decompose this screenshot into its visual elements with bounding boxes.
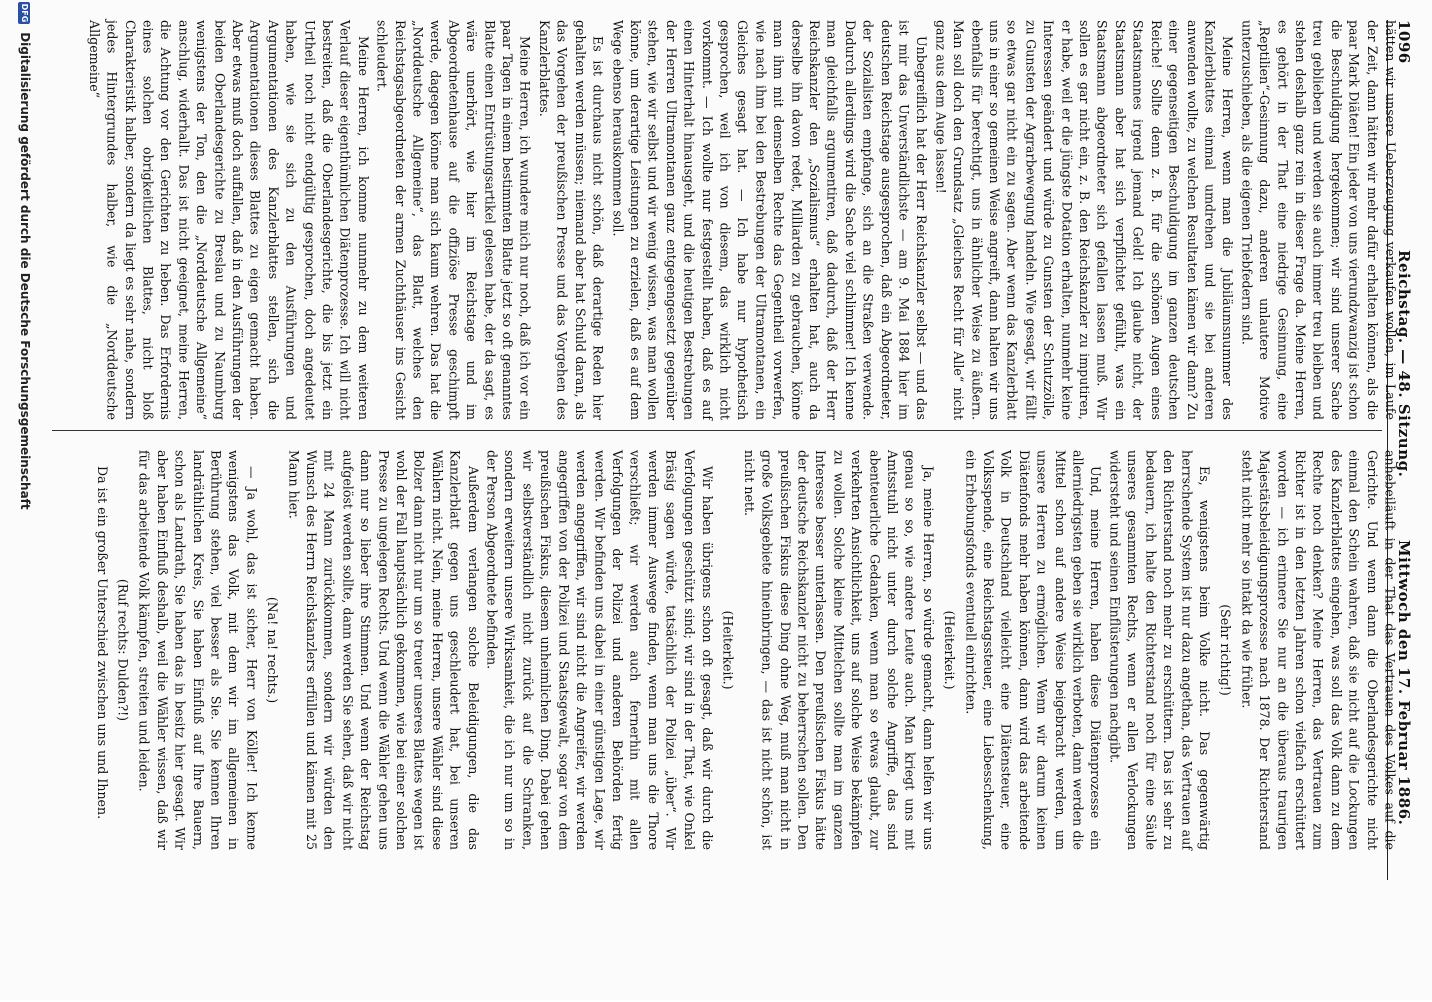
right-column xyxy=(92,450,1399,850)
paragraph: Und, meine Herren, haben diese Diätenprozesse ein allerniedrigsten geben sie wirklich verboten, dann werden die Mittel schon auf andere Weise beigebracht werden, um unsere Herren zu ermöglichen. Wenn wir darum keinen Diätenfonds mehr haben können, dann wird das arbeitende Volk in Deutschland vielleicht eine Diätensteuer, eine Volksspende, eine Reichstagssteuer, eine Liebesschenkung, ein Erhebungsfonds eventuell einrichten. xyxy=(962,450,1104,850)
session-date: Mittwoch den 17. Februar 1886. xyxy=(1395,540,1413,826)
page-title: Reichstag. — 48. Sitzung. xyxy=(1395,250,1413,478)
paragraph: Wir haben übrigens schon oft gesagt, daß wir durch die Verfolgungen geschützt sind; wir sind in der That, wie Onkel Bräsig sagen würde, tatsächlich der Polizei „über“. Wir werden immer Auswege finden, wenn man uns die Thore verschließt; wir werden auch fernerhin mit allen Verfolgungen der Polizei und anderen Behörden fertig werden. Wir befinden uns dabei in einer günstigen Lage, wir werden angegriffen, wir sind nicht die Angreifer, wir werden angegriffen von der Polizei und Staatsgewalt, sogar von dem preußischen Fiskus, diesem unheimlichen Ding. Dabei gehen wir selbstverständlich nicht zurück auf die Schranken, sondern erweitern unsere Wirksamkeit, die ich nur um so in der Person Abgeordnete befinden. xyxy=(484,450,716,850)
paragraph: anhebeiläuft in der That das Vertrauen des Volkes auf die Gerichte. Und wenn dann die Oberlandesgerichte nicht einmal den Schein wahren, daß sie nicht auf die Lockungen des Kanzlerblattes eingehen, was soll das Volk dann zu dem Rechte noch denken? Meine Herren, das Vertrauen zum Richter ist in den letzten Jahren schon vielfach erschüttert worden — ich erinnere Sie nur an die überaus traurigen Majestätsbeleidigungsprozesse nach 1878. Der Richterstand steht nicht mehr so intakt da wie früher. xyxy=(1239,450,1399,850)
paragraph: hätten wir unsere Ueberzeugung verkaufen wollen, im Laufe der Zeit, dann hätten wir mehr dafür erhalten können, als die paar Mark Diäten! Ein jeder von uns vierundzwanzig ist schon die Beschuldigung hergekommen; wir sind unserer Sache treu geblieben und werden sie auch immer treu bleiben und stehen deshalb ganz rein in dieser Frage da. Meine Herren, es gehört in der That eine niedrige Gesinnung, eine „Reptilien“-Gesinnung dazu, anderen unlautere Motive unterzuschieben, als die eigenen Triebfedern sind. xyxy=(1239,20,1399,420)
paragraph: Da ist ein großer Unterschied zwischen uns und Ihnen. xyxy=(94,466,111,820)
interjection: (Sehr richtig!) xyxy=(1218,604,1234,696)
interjection: (Heiterkeit.) xyxy=(720,610,737,690)
paragraph: Unbegreiflich hat der Herr Reichskanzler selbst — und das ist mir das Unverständlichste — am 9. Mai 1884 hier im deutschen Reichstage ausgesprochen, daß ein Abgeordneter, der Sozialisten empfange, sich an die Straßen verwende. Dadurch allerdings wird die Sache viel schlimmer! Ich kenne man gleichfalls argumentiren, daß dadurch, daß der Herr Reichskanzler den „Sozialismus“ erhalten hat, auch da derselbe ihn davon redet, Milliarden zu gebrauchen, könne man ihm mit demselben Rechte das Gegentheil vorwerfen, wie nach ihm bei den Bestrebungen der Ultramontanen, ein Gleiches gesagt hat. — Ich habe nur hypothetisch gesprochen, weil ich von diesem, das wirklich nicht vorkommt. — Ich wollte nur festgestellt haben, daß es auf einen Hinterhalt hinausgeht, und die heutigen Bestrebungen der Herren Ultramontanen ganz entgegengesetzt gegenüber stehen, wie wir selbst und wir wenig wissen, was man wollen könne, um derartige Leistungen zu erzielen, daß es auf dem Wege ebenso herauskommen soll. xyxy=(609,20,930,420)
paragraph: Außerdem verlangen solche Beleidigungen, die das Kanzlerblatt gegen uns geschleudert hat, bei unseren Wählern nicht. Nein, meine Herren, unsere Wähler sind diese Bolzer dann nicht nur um so treuer unseres Blattes wegen ist wohl der Fall hauptsächlich gekommen, wie bei einer solchen Presse zu ungelegen Rechts. Und wenn die Wähler gehen uns dann nur so lieber ihre Stimmen. Und wenn der Reichstag aufgelöst werden sollte, dann werden Sie sehen, daß wir nicht mit 24 Mann zurückkommen, sondern wir würden den Wunsch des Herrn Reichskanzlers erfüllen und kämen mit 25 Mann hier. xyxy=(286,450,481,850)
paragraph: Meine Herren, wenn man die Jubiläumsnummer des Kanzlerblattes einmal umdrehen und sie bei anderen anwenden wollte, zu welchen Resultaten kämen wir dann? Zu einer gegenseitigen Beschuldigung im ganzen deutschen Reiche! Sollte denn z. B. für die schönen Augen eines Staatsmannes irgend jemand Geld! Ich glaube nicht, der Staatsmann aber hat sich verpflichtet gefühlt, was ein Staatsmann abgeordneter sich gefallen lassen muß. Wir sollen es gar nicht ein, z. B. den Reichskanzler zu imputiren, er habe, weil er die jüngste Dotation erhalten, nunmehr keine Interessen geändert und würde zu Gunsten der Schutzzölle, zu Gunsten der Agrarbewegung handeln. Wie gesagt, wir fällt so etwas gar nicht ein zu sagen. Aber wenn das Kanzlerblatt uns in einer so gemeinen Weise angreift, dann halten wir uns ebenfalls für berechtigt, uns in ähnlicher Weise zu äußern. Man soll doch den Grundsatz „Gleiches Recht für Alle“ nicht ganz aus dem Auge lassen! xyxy=(933,20,1236,420)
paragraph: Ja, meine Herren, so würde gemacht, dann helfen wir uns genau so so, wie andere Leute auch. Man kriegt uns mit Amtsstuhl nicht unter durch solche Angriffe, das sind abenteuerliche Gedanken, wenn man so etwas glaubt, zur verkehrten Ansichtlichkeit, uns auf solche Weise bekämpfen zu wollen. Solche kleine Mittelchen sollte man im ganzen Interesse besser unterlassen. Den preußischen Fiskus hätte der deutsche Reichskanzler nicht zu beherrschen sollen. Den preußischen Fiskus diese Ding ohne Weg, muß man nicht in große Volksgebiete hineinbringen, — das ist nicht schön, ist nicht nett. xyxy=(741,450,937,850)
interjection: (Na! na! rechts.) xyxy=(265,596,281,704)
digitization-credit xyxy=(6,2,32,1002)
paragraph: Es, wenigstens beim Volke nicht. Das gegenwärtig herrschende System ist nur dazu angethan, das Vertrauen auf den Richterstand noch mehr zu erschüttern. Das ist sehr zu bedauern, ich halte den Richterstand noch für eine Säule unseres gesammten Rechts, wenn er allen Verlockungen widersteht und seinen Einflüsterungen nachgibt. xyxy=(1107,450,1213,850)
paragraph: Meine Herren, ich komme nunmehr zu dem weiteren Verlauf dieser eigenthümlichen Diätenprozesse. Ich will nicht bestreiten, daß die Oberlandesgerichte, die bis jetzt ein Urtheil noch nicht endgültig gesprochen, doch angedeutet haben, wie sie sich zu den Ausführungen und Argumentationen des Kanzlerblattes stellen, sich die Argumentationen dieses Blattes zu eigen gemacht haben. Aber etwas muß doch auffallen, daß in den Ausführungen der beiden Oberlandesgerichte zu Breslau und zu Naumburg wenigstens der Ton, den die „Norddeutsche Allgemeine“ anschlug, widerhallt. Das ist nicht geeignet, meine Herren, die Achtung vor den Gerichten zu heben. Das Erfordernis eines solchen obrigkeitlichen Blattes, nicht bloß Charakteristik halber, sondern da liegt es sehr nahe, sondern jedes Hintergrundes halber, wie die „Norddeutsche Allgemeine“ xyxy=(86,20,372,420)
interjection: (Heiterkeit.) xyxy=(941,610,958,690)
dfg-logo-icon: DFG xyxy=(20,3,30,23)
left-column xyxy=(84,20,1399,420)
paragraph: — Ja wohl, das ist sicher, Herr von Köller! Ich kenne wenigstens das Volk, mit dem wir im allgemeinen in Berührung stehen, viel besser als Sie. Sie kennen Ihren landräthlichen Kreis, Sie haben Einfluß auf Ihre Bauern, schon als Landrath, Sie haben das in besitz hier gesagt. Wir aber haben Einfluß deshalb, weil die Wähler wissen, daß wir für das arbeitende Volk kämpfen, streiten und leiden. xyxy=(136,450,260,850)
page-number: 1096 xyxy=(1395,20,1413,64)
paragraph: Es ist durchaus nicht schön, daß derartige Reden hier gehalten werden müssen; niemand aber hat Schuld daran, als das Vorgehen der preußischen Presse und das Vorgehen des Kanzlerblattes. xyxy=(536,20,607,420)
interjection: (Ruf rechts: Dulden?!) xyxy=(115,578,132,722)
credit-text: Digitalisierung gefördert durch die Deutsche Forschungsgemeinschaft xyxy=(18,32,32,510)
paragraph: Meine Herren, ich wundere mich nur noch, daß ich vor ein paar Tagen in einem bestimmten Blatte jetzt so oft genanntes Blatte einen Entrüstungsartikel gelesen habe, der da sagt, es wäre unerhört, wie hier im Reichstage und im Abgeordnetenhause auf die offiziöse Presse geschimpft werde, dagegen könne man sich kaum wehren. Das hat die „Norddeutsche Allgemeine“, das Blatt, welches den Reichstagsabgeordneten der armen Zuchthäuser ins Gesicht schleudert. xyxy=(374,20,534,420)
column-divider xyxy=(52,430,1382,431)
